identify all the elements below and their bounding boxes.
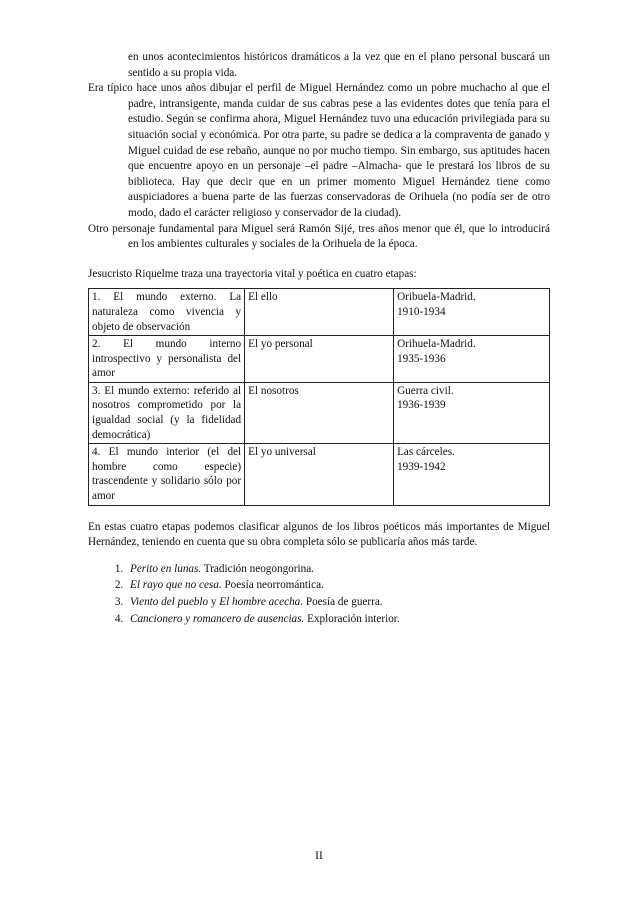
book-title: El rayo que no cesa. [130, 579, 222, 592]
book-desc: Poesía neorromántica. [221, 579, 324, 592]
list-item [126, 611, 550, 628]
stage-cell: 1. El mundo externo. La naturaleza como vivencia y objeto de observación [89, 289, 245, 336]
book-separator: y [208, 596, 220, 608]
book-title: Viento del pueblo [130, 596, 209, 608]
book-title-second: El hombre acecha [219, 596, 301, 608]
table-row [89, 444, 550, 505]
table-row [89, 382, 550, 443]
book-desc: . Poesía de guerra. [300, 596, 383, 608]
self-cell: El yo universal [245, 444, 394, 505]
years-text: 1935-1936 [397, 352, 446, 365]
book-desc: Tradición neogongorina. [201, 562, 314, 575]
list-item [126, 577, 550, 594]
page-number: II [315, 850, 323, 862]
book-title: Cancionero y romancero de ausencias. [130, 612, 305, 625]
list-item [126, 594, 550, 611]
table-intro: Jesucristo Riquelme traza una trayectoria vital y poética en cuatro etapas: [88, 267, 417, 280]
place-text: Las cárceles. [397, 446, 455, 459]
stage-cell: 4. El mundo interior (el del hombre como especie) trascendente y solidario sólo por amor [89, 444, 245, 505]
list-item [126, 561, 550, 578]
paragraph-perfil: Era típico hace unos años dibujar el perfil de Miguel Hernández como un pobre muchacho al que el padre, intransigente, manda cuidar de sus cabras pese a las evidentes dotes que tenía para el estudio. Según se confirma ahora, Miguel Hernández tuvo una educación privilegiada para su situación social y económica. Por otra parte, su padre se dedica a la compraventa de ganado y Miguel cuidad de ese rebaño, aunque no por mucho tiempo. Sin embargo, sus aptitudes hacen que encuentre apoyo en un personaje –el padre –Almacha- que le prestará los libros de su biblioteca. Hay que decir que en un primer momento Miguel Hernández tiene como auspiciadores a buena parte de las fuerzas conservadoras de Orihuela (no podía ser de otro modo, dado el carácter religioso y conservador de la ciudad). [88, 82, 550, 219]
document-body [88, 50, 550, 627]
place-text: Guerra civil. [397, 384, 454, 397]
place-cell [394, 336, 550, 383]
place-cell [394, 444, 550, 505]
place-text: Orihuela-Madrid. [397, 338, 476, 351]
book-desc: Exploración interior. [304, 612, 400, 625]
books-list [88, 561, 550, 627]
years-text: 1936-1939 [397, 399, 446, 412]
self-cell: El nosotros [245, 382, 394, 443]
paragraph-sije: Otro personaje fundamental para Miguel será Ramón Sijé, tres años menor que él, que lo introducirá en los ambientes culturales y sociales de la Orihuela de la época. [88, 222, 550, 251]
book-title: Perito en lunas. [130, 562, 202, 575]
table-row [89, 289, 550, 336]
paragraph-clasificacion: En estas cuatro etapas podemos clasificar algunos de los libros poéticos más importantes de Miguel Hernández, teniendo en cuenta que su obra completa sólo se publicaría años más tarde. [88, 520, 550, 549]
years-text: 1910-1934 [397, 305, 446, 318]
place-cell [394, 289, 550, 336]
stage-cell: 3. El mundo externo: referido al nosotros comprometido por la igualdad social (y la fidelidad democrática) [89, 382, 245, 443]
self-cell: El ello [245, 289, 394, 336]
stage-cell: 2. El mundo interno introspectivo y personalista del amor [89, 336, 245, 383]
years-text: 1939-1942 [397, 460, 446, 473]
place-text: Oribuela-Madrid. [397, 291, 476, 304]
paragraph-continuation: en unos acontecimientos históricos dramáticos a la vez que en el plano personal buscará un sentido a su propia vida. [128, 51, 550, 79]
self-cell: El yo personal [245, 336, 394, 383]
place-cell [394, 382, 550, 443]
table-row [89, 336, 550, 383]
stages-table [88, 288, 550, 505]
